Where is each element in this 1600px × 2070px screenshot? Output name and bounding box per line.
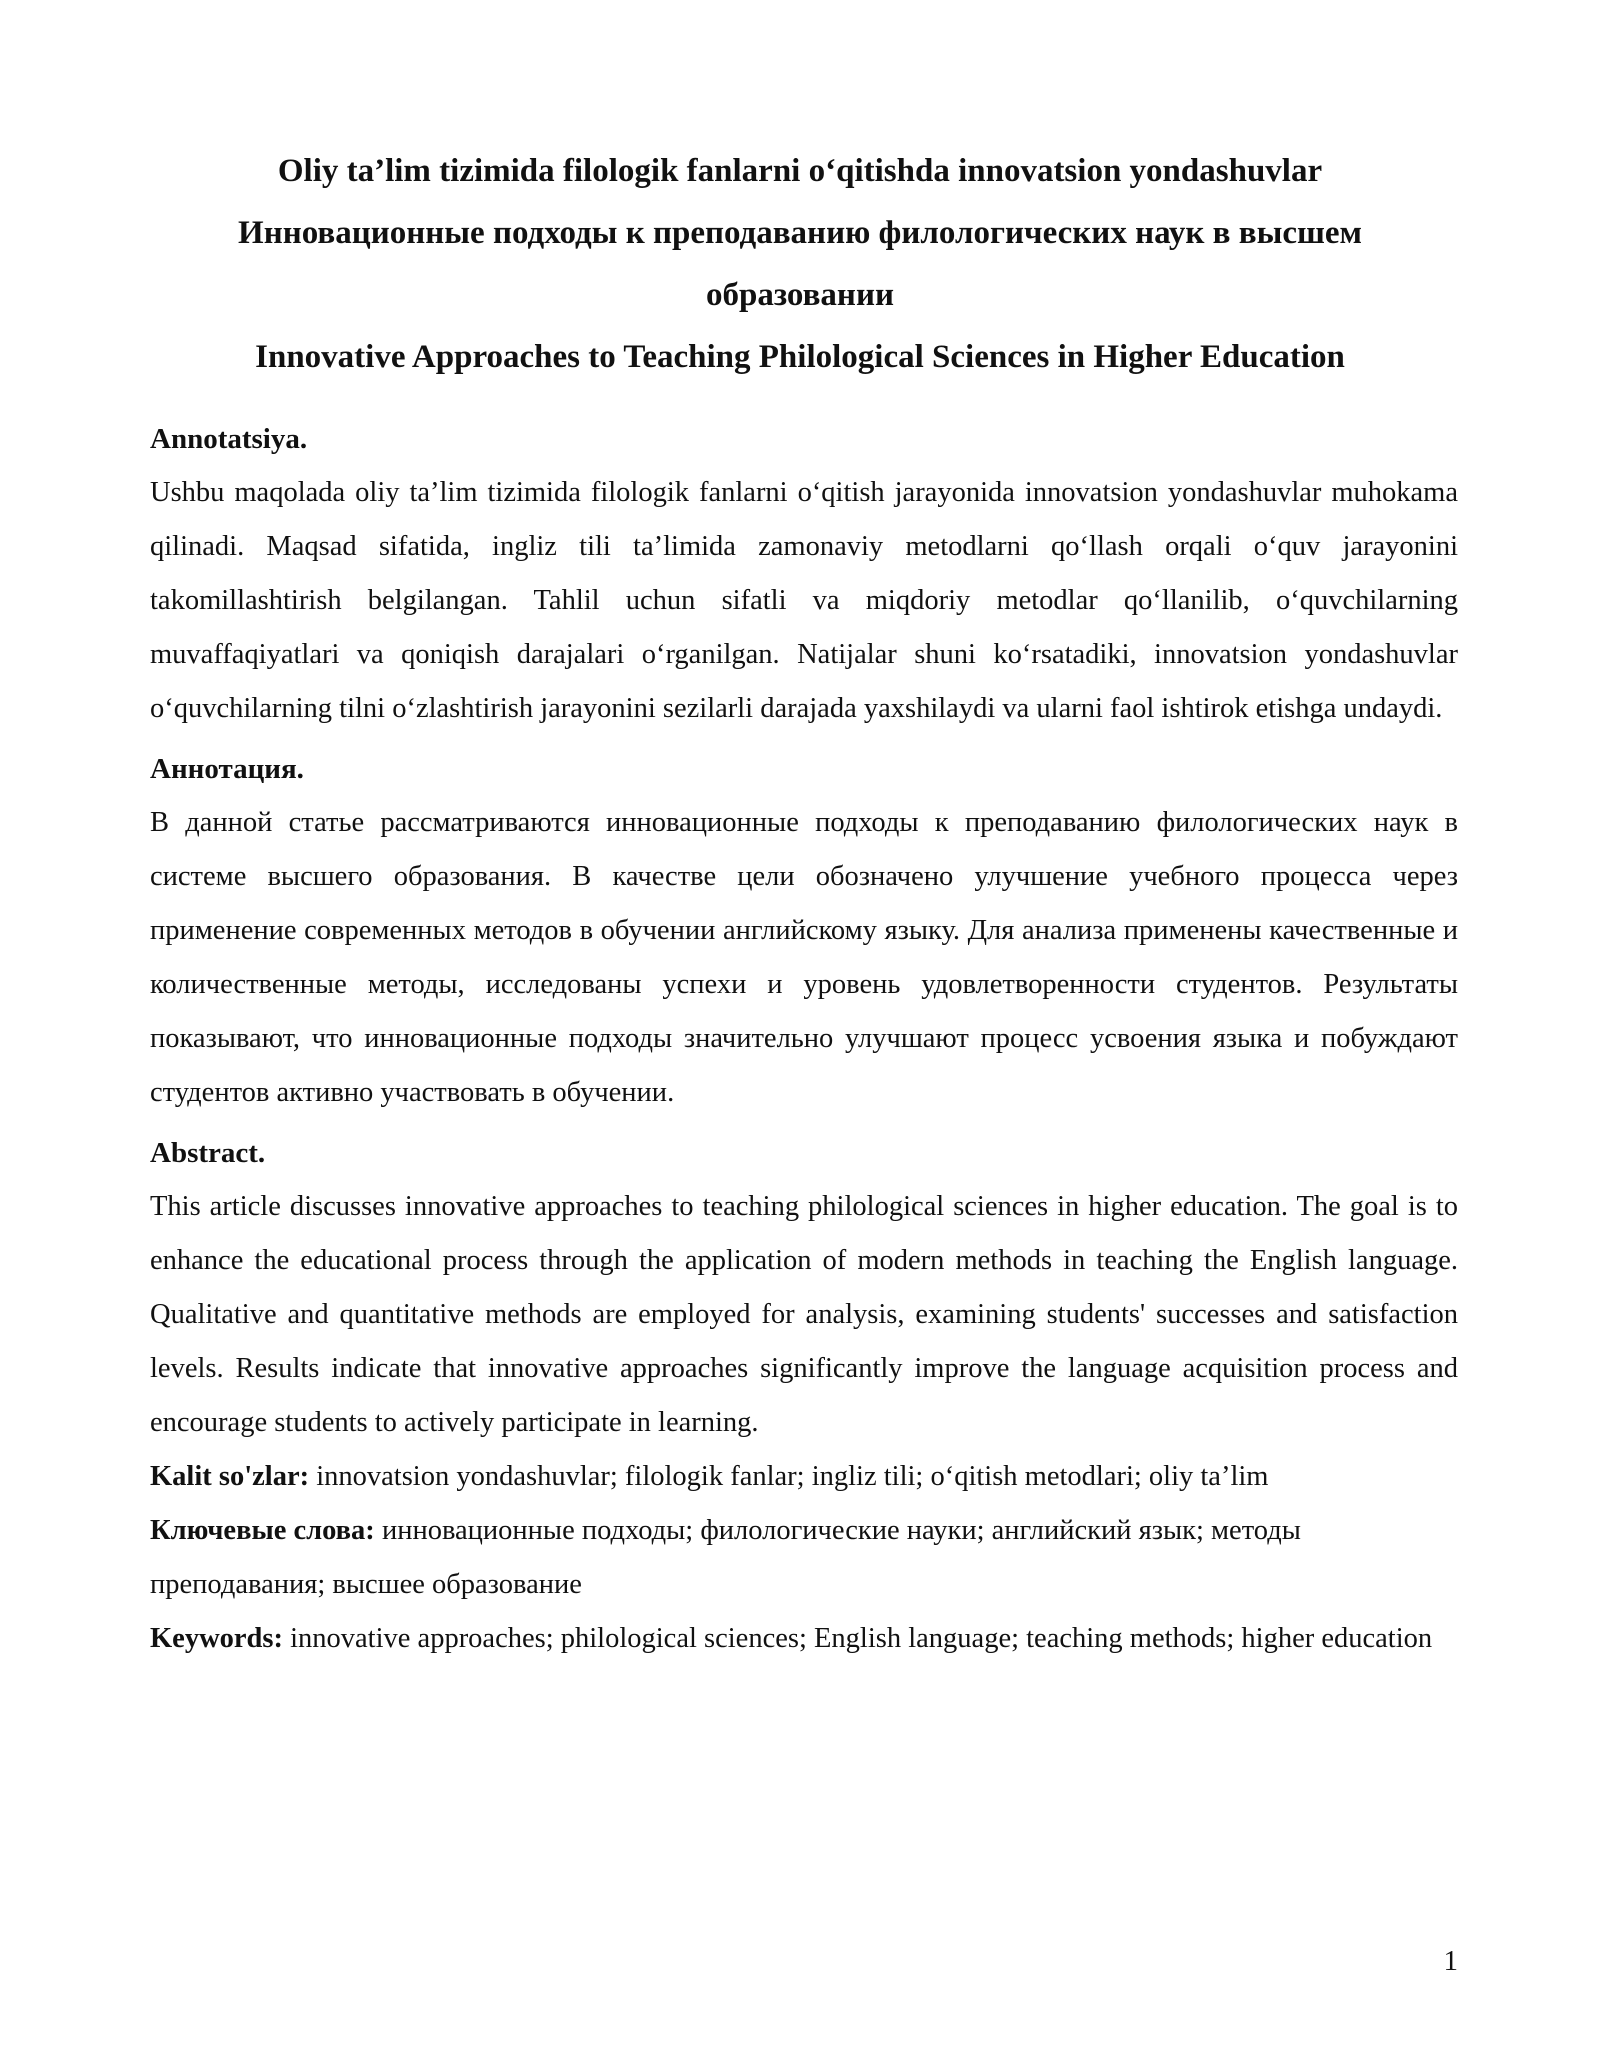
title-russian: Инновационные подходы к преподаванию филологических наук в высшем образовании	[238, 215, 1362, 313]
annotation-uz-heading: Annotatsiya.	[150, 423, 308, 455]
keywords-uz-label: Kalit so'zlar:	[150, 1461, 310, 1492]
title-english: Innovative Approaches to Teaching Philological Sciences in Higher Education	[255, 339, 1345, 375]
keywords-ru-text: инновационные подходы; филологические науки; английский язык; методы преподавания; высшее образование	[150, 1515, 1301, 1600]
abstract-en-heading: Abstract.	[150, 1137, 266, 1169]
title-uzbek: Oliy ta’lim tizimida filologik fanlarni o‘qitishda innovatsion yondashuvlar	[277, 153, 1323, 189]
keywords-ru	[150, 1504, 1458, 1612]
annotation-uz-text: Ushbu maqolada oliy ta’lim tizimida filologik fanlarni o‘qitish jarayonida innovatsion yondashuvlar muhokama qilinadi. Maqsad sifatida, ingliz tili ta’limida zamonaviy metodlarni qo‘llash orqali o‘quv jarayonini takomillashtirish belgilangan. Tahlil uchun sifatli va miqdoriy metodlar qo‘llanilib, o‘quvchilarning muvaffaqiyatlari va qoniqish darajalari o‘rganilgan. Natijalar shuni ko‘rsatadiki, innovatsion yondashuvlar o‘quvchilarning tilni o‘zlashtirish jarayonini sezilarli darajada yaxshilaydi va ularni faol ishtirok etishga undaydi.	[150, 477, 1458, 724]
keywords-en-label: Keywords:	[150, 1623, 283, 1654]
document-body	[150, 412, 1458, 1666]
keywords-uz	[150, 1450, 1458, 1504]
keywords-en	[150, 1612, 1458, 1666]
title-block	[150, 140, 1450, 388]
page-number: 1	[1443, 1945, 1458, 1977]
keywords-en-text: innovative approaches; philological sciences; English language; teaching methods; higher education	[282, 1623, 1433, 1654]
annotation-ru-text: В данной статье рассматриваются инновационные подходы к преподаванию филологических наук в системе высшего образования. В качестве цели обозначено улучшение учебного процесса через применение современных методов в обучении английскому языку. Для анализа применены качественные и количественные методы, исследованы успехи и уровень удовлетворенности студентов. Результаты показывают, что инновационные подходы значительно улучшают процесс усвоения языка и побуждают студентов активно участвовать в обучении.	[150, 807, 1458, 1108]
keywords-ru-label: Ключевые слова:	[150, 1515, 375, 1546]
abstract-en-text: This article discusses innovative approaches to teaching philological sciences in higher education. The goal is to enhance the educational process through the application of modern methods in teaching the English language. Qualitative and quantitative methods are employed for analysis, examining students' successes and satisfaction levels. Results indicate that innovative approaches significantly improve the language acquisition process and encourage students to actively participate in learning.	[150, 1191, 1458, 1438]
annotation-ru-heading: Аннотация.	[150, 753, 304, 785]
keywords-uz-text: innovatsion yondashuvlar; filologik fanlar; ingliz tili; o‘qitish metodlari; oliy ta’lim	[309, 1461, 1269, 1492]
